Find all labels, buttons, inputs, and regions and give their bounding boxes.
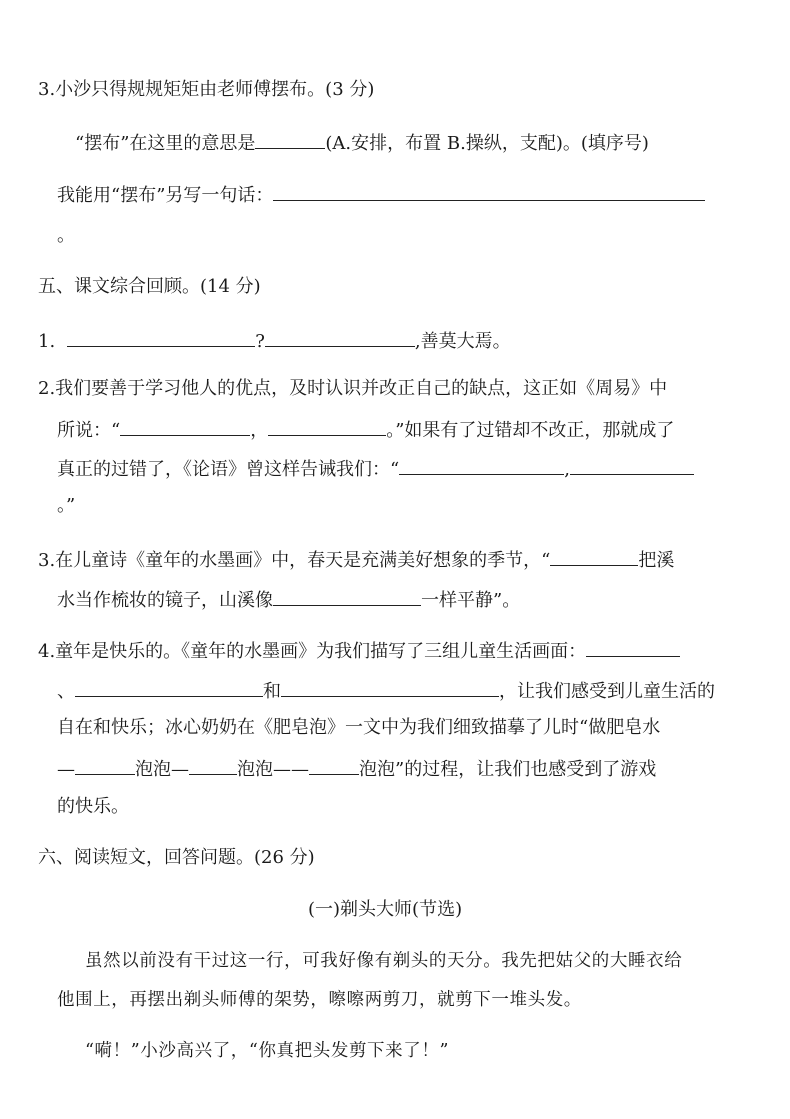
s5-q2-line2-b: ， <box>250 420 269 441</box>
s5-q4-line4-d: 泡泡”的过程，让我们也感受到了游戏 <box>359 759 657 780</box>
s5-q4-line2 <box>57 677 715 701</box>
q3-line2-options: (A.安排，布置 B.操纵，支配)。(填序号) <box>325 133 649 154</box>
s5-q2-line3 <box>57 455 694 479</box>
q3-line3 <box>57 181 705 205</box>
s5-q2-line2-a: 所说：“ <box>57 420 121 441</box>
answer-blank[interactable] <box>309 755 359 775</box>
s5-q3-line1-a: 3.在儿童诗《童年的水墨画》中，春天是充满美好想象的季节，“ <box>38 550 551 571</box>
s5-q2-line2-c: 。”如果有了过错却不改正，那就成了 <box>386 420 675 441</box>
s5-q1 <box>38 327 511 351</box>
s5-q4-line4-a: — <box>57 759 75 780</box>
s5-q4-line2-c: ，让我们感受到儿童生活的 <box>499 681 715 702</box>
answer-blank[interactable] <box>399 455 564 475</box>
q3-line4: 。 <box>57 225 75 246</box>
answer-blank[interactable] <box>273 586 421 606</box>
s5-q4-line5: 的快乐。 <box>57 796 129 817</box>
s5-q3-line2-b: 一样平静”。 <box>421 590 521 611</box>
answer-blank[interactable] <box>273 181 705 201</box>
s5-q2-line2 <box>57 416 674 440</box>
s5-q4-line1-text: 4.童年是快乐的。《童年的水墨画》为我们描写了三组儿童生活画面： <box>38 641 587 662</box>
s5-q2-line3-a: 真正的过错了，《论语》曾这样告诫我们：“ <box>57 459 400 480</box>
passage-p1-line1: 虽然以前没有干过这一行，可我好像有剃头的天分。我先把姑父的大睡衣给 <box>85 951 683 971</box>
answer-blank[interactable] <box>75 755 135 775</box>
answer-blank[interactable] <box>550 546 638 566</box>
answer-blank[interactable] <box>67 327 255 347</box>
answer-blank[interactable] <box>570 455 694 475</box>
s5-q4-line1 <box>38 637 680 661</box>
answer-blank[interactable] <box>189 755 237 775</box>
s5-q4-line4 <box>57 755 656 779</box>
s5-q1-end: ,善莫大焉。 <box>414 331 511 352</box>
section5-title: 五、课文综合回顾。(14 分) <box>38 276 261 297</box>
section6-title: 六、阅读短文，回答问题。(26 分) <box>38 847 315 868</box>
s5-q3-line2 <box>57 586 520 610</box>
s5-q3-line2-a: 水当作梳妆的镜子，山溪像 <box>57 590 273 611</box>
s5-q2-line3-b: , <box>564 459 570 480</box>
passage-p2-line1: “嗬！”小沙高兴了，“你真把头发剪下来了！” <box>85 1041 449 1061</box>
passage-title: (一)剃头大师(节选) <box>308 899 463 920</box>
answer-blank[interactable] <box>255 129 325 149</box>
s5-q1-number: 1. <box>38 331 56 352</box>
answer-blank[interactable] <box>281 677 499 697</box>
answer-blank[interactable] <box>120 416 250 436</box>
q3-line1: 3.小沙只得规规矩矩由老师傅摆布。(3 分) <box>38 79 375 100</box>
s5-q2-line4: 。” <box>57 495 76 516</box>
s5-q4-line3: 自在和快乐；冰心奶奶在《肥皂泡》一文中为我们细致描摹了儿时“做肥皂水 <box>57 717 661 738</box>
passage-p1-line2: 他围上，再摆出剃头师傅的架势，嚓嚓两剪刀，就剪下一堆头发。 <box>57 990 582 1010</box>
s5-q3-line1 <box>38 546 674 570</box>
s5-q3-line1-b: 把溪 <box>638 550 675 571</box>
s5-q2-line1: 2.我们要善于学习他人的优点，及时认识并改正自己的缺点，这正如《周易》中 <box>38 378 668 399</box>
answer-blank[interactable] <box>586 637 680 657</box>
q3-line2-prefix: “摆布”在这里的意思是 <box>75 133 256 154</box>
s5-q4-line2-b: 和 <box>263 681 281 702</box>
q3-line2 <box>75 129 649 153</box>
s5-q1-mid: ? <box>255 331 265 352</box>
s5-q4-line4-b: 泡泡— <box>135 759 189 780</box>
s5-q4-line2-a: 、 <box>57 681 75 702</box>
answer-blank[interactable] <box>268 416 386 436</box>
answer-blank[interactable] <box>265 327 415 347</box>
answer-blank[interactable] <box>75 677 263 697</box>
s5-q4-line4-c: 泡泡—— <box>237 759 309 780</box>
q3-line3-prompt: 我能用“摆布”另写一句话： <box>57 185 274 206</box>
